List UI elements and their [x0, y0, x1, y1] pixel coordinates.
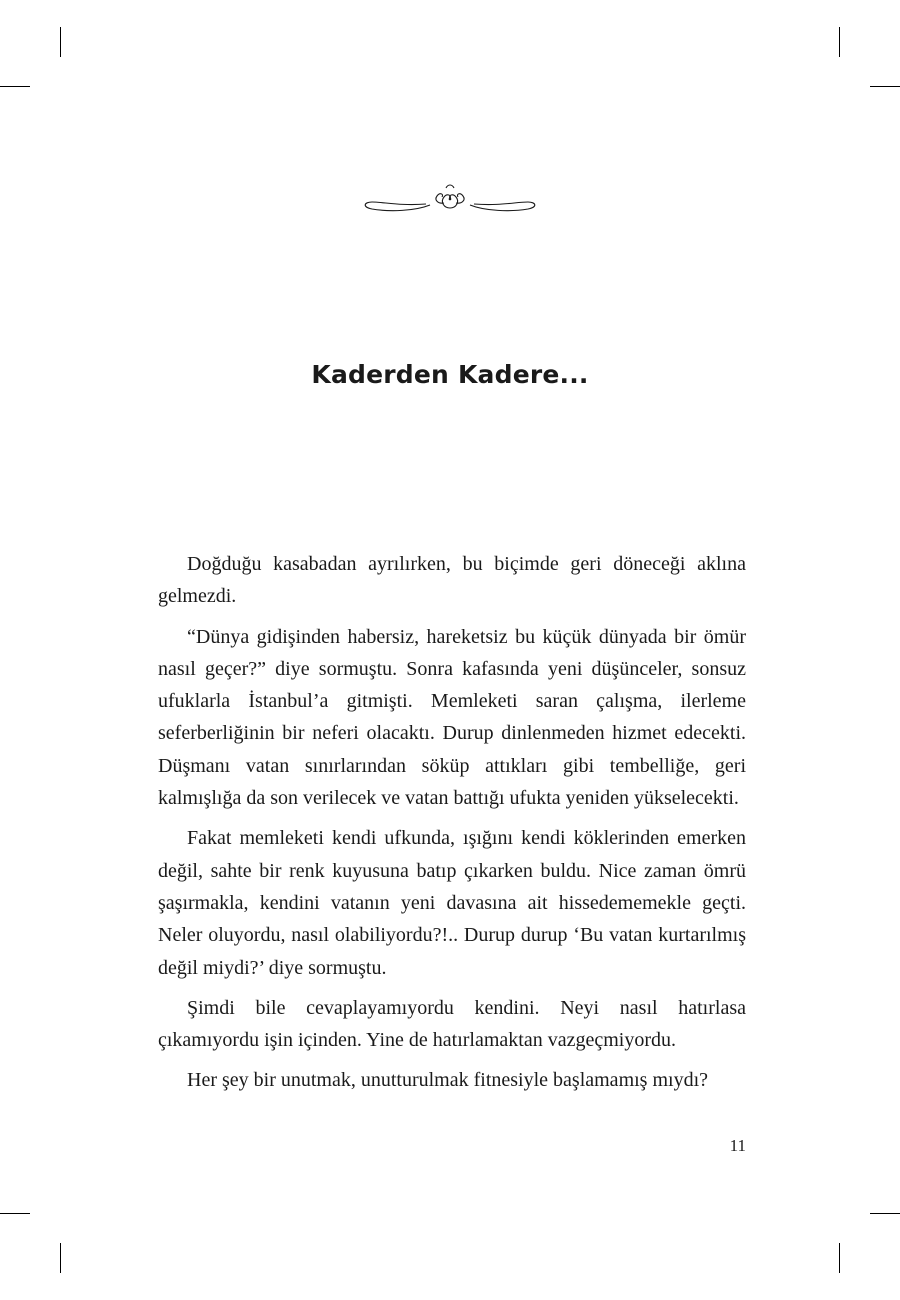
flourish-ornament-icon [360, 178, 540, 218]
crop-mark-bottom-right [839, 1243, 840, 1273]
crop-mark-bottom-left-h [0, 1213, 30, 1214]
crop-mark-top-left [60, 27, 61, 57]
paragraph: Her şey bir unutmak, unutturulmak fitnesiyle başlamamış mıydı? [187, 1069, 709, 1092]
body-text [158, 548, 746, 1105]
crop-mark-top-left-h [0, 86, 30, 87]
chapter-title: Kaderden Kadere... [311, 360, 589, 389]
crop-mark-bottom-left [60, 1243, 61, 1273]
crop-mark-top-right-h [870, 86, 900, 87]
paragraph: “Dünya gidişinden habersiz, hareketsiz bu küçük dünyada bir ömür nasıl geçer?” diye sormuştu. Sonra kafasında yeni düşünceler, sonsuz ufuklarla İstanbul’a gitmişti. Memleketi saran çalışma, ilerleme seferberliğinin bir neferi olacaktı. Durup dinlenmeden hizmet edecekti. Düşmanı vatan sınırlarından söküp attıkları gibi tembelliğe, geri kalmışlığa da son verilecek ve vatan battığı ufukta yeniden yükselecekti. [158, 625, 746, 810]
paragraph: Şimdi bile cevaplayamıyordu kendini. Neyi nasıl hatırlasa çıkamıyordu işin içinden. Yine de hatırlamaktan vazgeçmiyordu. [158, 996, 746, 1052]
paragraph: Doğduğu kasabadan ayrılırken, bu biçimde geri döneceği aklına gelmezdi. [158, 553, 746, 608]
page-number: 11 [729, 1136, 746, 1155]
crop-mark-top-right [839, 27, 840, 57]
crop-mark-bottom-right-h [870, 1213, 900, 1214]
paragraph: Fakat memleketi kendi ufkunda, ışığını kendi köklerinden emerken değil, sahte bir renk kuyusuna batıp çıkarken buldu. Nice zaman ömrü şaşırmakla, kendini vatanın yeni davasına ait hissedememekle geçti. Neler oluyordu, nasıl olabiliyordu?!.. Durup durup ‘Bu vatan kurtarılmış değil miydi?’ diye sormuştu. [158, 827, 746, 979]
